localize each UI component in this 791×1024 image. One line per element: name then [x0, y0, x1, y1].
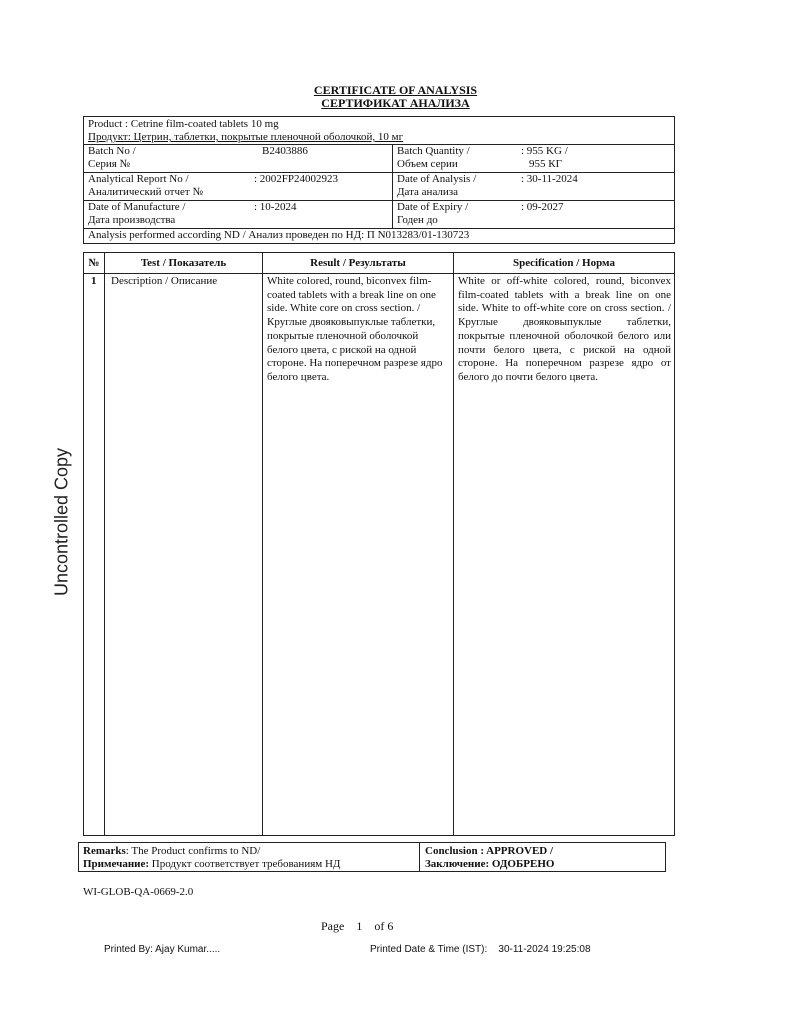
col-no-header: №	[84, 253, 104, 274]
product-ru: Продукт: Цетрин, таблетки, покрытые пленочной оболочкой, 10 мг	[88, 131, 404, 143]
test-results-table	[83, 252, 675, 836]
title-ru: СЕРТИФИКАТ АНАЛИЗА	[321, 96, 470, 110]
page-of: of 6	[374, 919, 394, 933]
batch-qty-label-en: Batch Quantity /	[397, 145, 470, 157]
col-test-header: Test / Показатель	[105, 253, 262, 274]
batch-qty-label-ru: Объем серии	[397, 158, 458, 170]
row-result: White colored, round, biconvex film-coated tablets with a break line on one side. White core on cross section. / Круглые двояковыпуклые таблетки, покрытые пленочной оболочкой белого цвета, с риской на одной стороне. На поперечном разрезе ядро белого цвета.	[267, 275, 443, 383]
printed-dt	[370, 944, 591, 955]
doa-value: : 30-11-2024	[521, 173, 578, 185]
batch-value: B2403886	[262, 145, 308, 157]
dom-value: : 10-2024	[254, 201, 297, 213]
printed-dt-value: 30-11-2024 19:25:08	[498, 944, 591, 955]
uncontrolled-copy-watermark: Uncontrolled Copy	[51, 447, 72, 597]
report-label-en: Analytical Report No /	[88, 173, 189, 185]
header-info-table	[83, 116, 675, 244]
row-test: Description / Описание	[111, 275, 218, 287]
printed-dt-label: Printed Date & Time (IST):	[370, 944, 488, 955]
remarks-text: : The Product confirms to ND/	[125, 845, 261, 857]
col-result-header: Result / Результаты	[263, 253, 453, 274]
batch-label-ru: Серия №	[88, 158, 131, 170]
page-indicator	[321, 919, 393, 934]
remarks-box	[78, 842, 666, 872]
doa-label-ru: Дата анализа	[397, 186, 459, 198]
printed-by: Printed By: Ajay Kumar.....	[104, 944, 221, 955]
dom-label-en: Date of Manufacture /	[88, 201, 186, 213]
remarks-ru-label: Примечание:	[83, 858, 150, 870]
title-en: CERTIFICATE OF ANALYSIS	[313, 83, 478, 97]
conclusion-en: Conclusion : APPROVED /	[425, 845, 554, 857]
report-label-ru: Аналитический отчет №	[88, 186, 203, 198]
col-spec-header: Specification / Норма	[454, 253, 674, 274]
row-no: 1	[91, 275, 97, 287]
doe-label-ru: Годен до	[397, 214, 438, 226]
remarks	[83, 845, 340, 871]
conclusion	[425, 845, 554, 871]
doe-label-en: Date of Expiry /	[397, 201, 469, 213]
page-label: Page	[321, 919, 345, 933]
page-num: 1	[356, 919, 363, 933]
analysis-line: Analysis performed according ND / Анализ проведен по НД: П N013283/01-130723	[88, 229, 470, 241]
report-value: : 2002FP24002923	[254, 173, 339, 185]
batch-label-en: Batch No /	[88, 145, 136, 157]
doe-value: : 09-2027	[521, 201, 564, 213]
conclusion-ru: Заключение: ОДОБРЕНО	[425, 858, 555, 870]
dom-label-ru: Дата производства	[88, 214, 176, 226]
remarks-label: Remarks	[83, 845, 126, 857]
doa-label-en: Date of Analysis /	[397, 173, 477, 185]
batch-qty-value-en: : 955 KG /	[521, 145, 568, 157]
product-en: Product : Cetrine film-coated tablets 10 mg	[88, 118, 279, 130]
remarks-ru-text: Продукт соответствует требованиям НД	[151, 858, 341, 870]
batch-qty-value-ru: 955 КГ	[529, 158, 562, 170]
row-spec: White or off-white colored, round, biconvex film-coated tablets with a break line on one side. White to off-white core on cross section. / Круглые двояковыпуклые таблетки, покрытые пленочной оболочкой белого или почти белого цвета, с риской на одной стороне. На поперечном разрезе ядро от белого до почти белого цвета.	[458, 275, 671, 383]
doc-code: WI-GLOB-QA-0669-2.0	[83, 886, 194, 898]
